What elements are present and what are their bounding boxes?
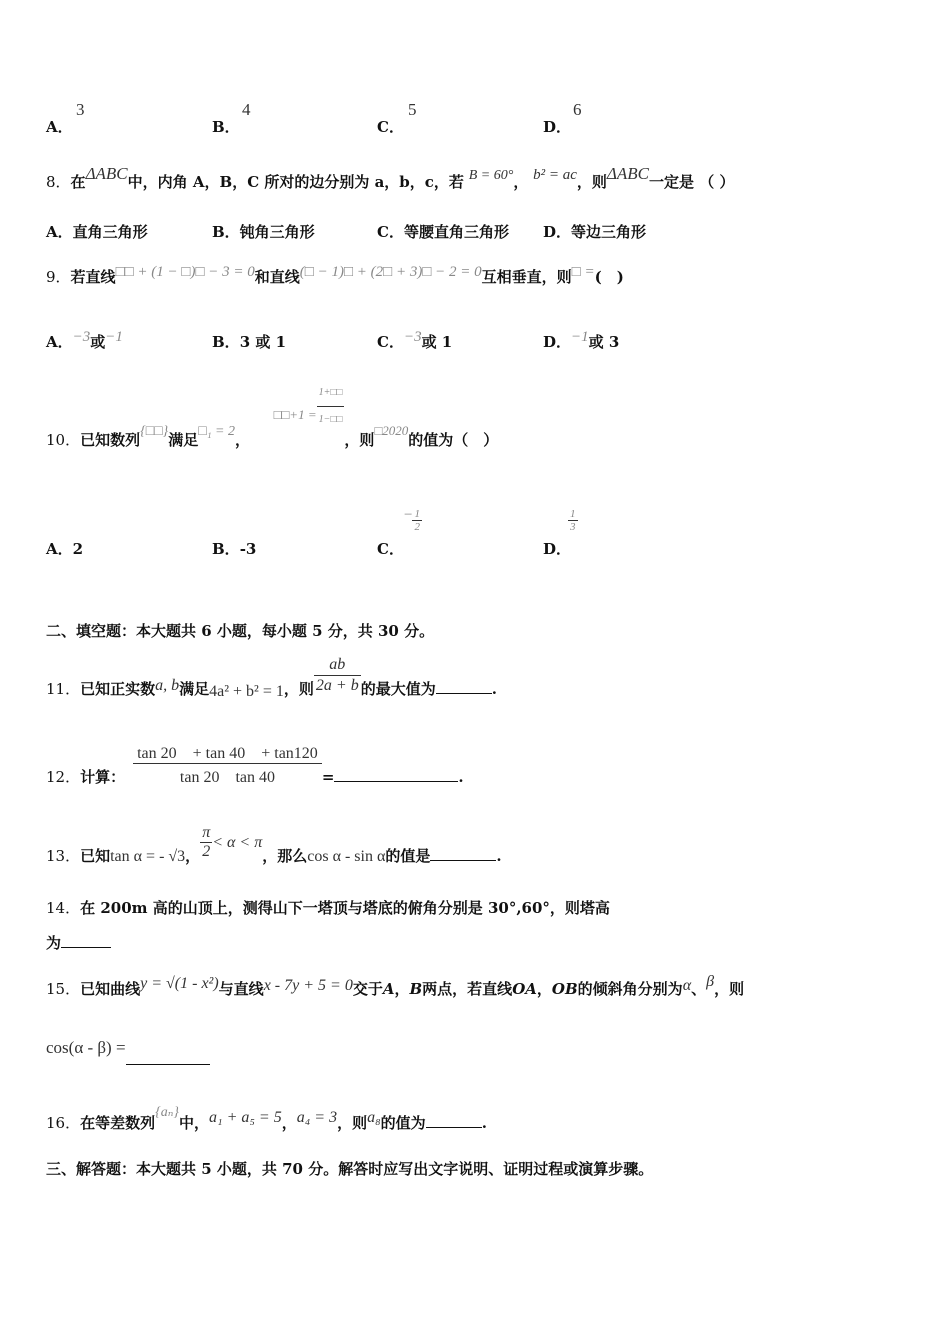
question-10: 10．已知数列{□□}满足□₁ = 2， □□+1 = $\frac{1+□□}{1-□□}$ ，则□2020的值为（ ）	[46, 384, 498, 437]
section-3-heading: 三、解答题：本大题共 5 小题，共 70 分。解答时应写出文字说明、证明过程或演算步骤。	[46, 1160, 654, 1178]
q7-option-d: D．	[543, 118, 572, 136]
section-2-heading: 二、填空题：本大题共 6 小题，每小题 5 分，共 30 分。	[46, 622, 435, 640]
q10-option-d: D．	[543, 540, 572, 558]
q10-option-c: C．	[377, 540, 404, 558]
q7-option-a: A．	[46, 118, 73, 136]
question-12: 12．计算： $\frac{\tan 20 + \tan 40 + \tan 120}{\tan 20 \tan 40}$ = .	[46, 730, 464, 777]
q8-option-c: C．等腰直角三角形	[377, 223, 509, 241]
question-8: 8．在ΔABC中，内角 A，B，C 所对的边分别为 a，b，c，若 B = 60°， b² = ac，则ΔABC一定是 （ ）	[46, 164, 735, 191]
q10-option-b: B．-3	[212, 540, 257, 558]
q7-option-c-value: 5	[408, 100, 417, 119]
question-16: 16．在等差数列{aₙ}中，a₁ + a₅ = 5，a₄ = 3，则a₈的值为 .	[46, 1105, 487, 1132]
q7-option-b: B．	[212, 118, 240, 136]
q9-option-a: A．−3或−1	[46, 329, 123, 351]
question-9: 9．若直线□□ + (1 − □)□ − 3 = 0和直线(□ − 1)□ + (2□ + 3)□ − 2 = 0互相垂直，则□ =( )	[46, 264, 624, 286]
q8-option-d: D．等边三角形	[543, 223, 647, 241]
q7-option-d-value: 6	[573, 100, 582, 119]
question-14: 14．在 200m 高的山顶上，测得山下一塔顶与塔底的俯角分别是 30°,60°，则塔高	[46, 899, 610, 917]
q9-option-b: B．3 或 1	[212, 333, 287, 351]
q10-option-a: A．2	[46, 540, 84, 558]
question-14-line2: 为	[46, 932, 111, 953]
q9-option-c: C．−3或 1	[377, 329, 453, 351]
q10-option-c-value: − $\frac{1}{2}$	[404, 506, 420, 533]
q7-option-c: C．	[377, 118, 404, 136]
q10-option-d-value: $\frac{1}{3}$	[570, 508, 576, 533]
q7-option-b-value: 4	[242, 100, 251, 119]
q8-option-a: A．直角三角形	[46, 223, 148, 241]
question-13: 13．已知tan α = - √3， $\frac{\pi}{2}$ < α < π，那么cos α - sin α的值是 .	[46, 824, 502, 865]
question-15-line2: cos(α - β) =	[46, 1038, 210, 1058]
q7-option-a-value: 3	[76, 100, 85, 119]
question-11: 11．已知正实数a, b满足4a² + b² = 1，则 $\frac{ab}{2a + b}$ 的最大值为 .	[46, 656, 497, 700]
question-15: 15．已知曲线y = √(1 - x²)与直线x - 7y + 5 = 0交于A，B两点，若直线OA，OB的倾斜角分别为α、β，则	[46, 973, 745, 998]
q9-option-d: D．−1或 3	[543, 329, 620, 351]
q8-option-b: B．钝角三角形	[212, 223, 315, 241]
